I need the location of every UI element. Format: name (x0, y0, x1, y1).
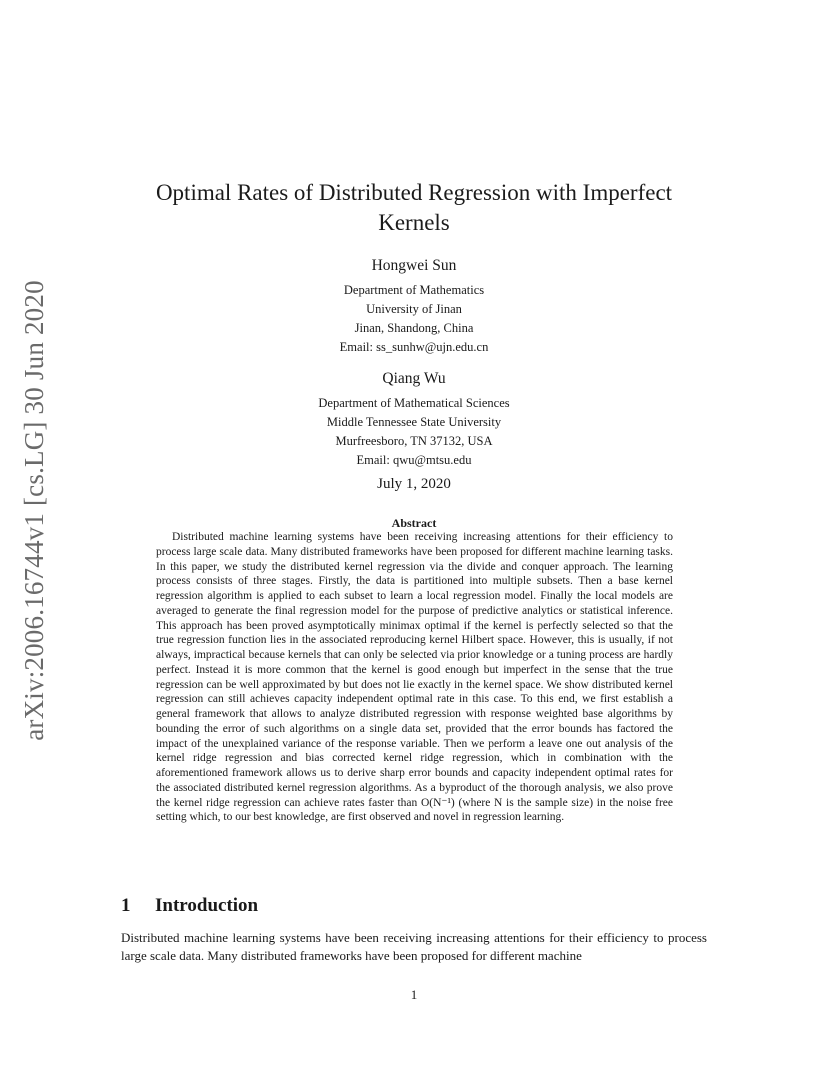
arxiv-stamp-text: arXiv:2006.16744v1 [cs.LG] 30 Jun 2020 (18, 279, 49, 741)
title-line-1: Optimal Rates of Distributed Regression with Imperfect (155, 180, 673, 205)
arxiv-stamp (12, 279, 56, 741)
author-location: Murfreesboro, TN 37132, USA (335, 434, 493, 448)
section-heading (121, 895, 258, 917)
introduction-text: Distributed machine learning systems have been receiving increasing attentions for their efficiency to process large scale data. Many distributed frameworks have been proposed for different machine (121, 930, 707, 963)
author-department: Department of Mathematics (343, 283, 485, 297)
author-block-1 (200, 256, 628, 357)
author-block-2 (200, 369, 628, 470)
author-name: Qiang Wu (382, 370, 446, 387)
section-number: 1 (121, 895, 131, 916)
author-email: Email: qwu@mtsu.edu (356, 453, 472, 467)
title-line-2: Kernels (378, 210, 450, 235)
author-institution: Middle Tennessee State University (326, 415, 502, 429)
section-title: Introduction (155, 895, 259, 916)
author-email: Email: ss_sunhw@ujn.edu.cn (339, 340, 489, 354)
paper-title (120, 178, 708, 238)
author-name: Hongwei Sun (371, 257, 457, 274)
page-number: 1 (410, 987, 418, 1002)
author-department: Department of Mathematical Sciences (318, 396, 510, 410)
abstract-text: Distributed machine learning systems have been receiving increasing attentions for their efficiency to process large scale data. Many distributed frameworks have been proposed for different machine learning tasks. In this paper, we study the distributed kernel regression via the divide and conquer approach. The learning process consists of three stages. Firstly, the data is partitioned into multiple subsets. Then a base kernel regression algorithm is applied to each subset to learn a local regression model. Finally the local models are averaged to generate the final regression model for the purpose of predictive analytics or statistical inference. This approach has been proved asymptotically minimax optimal if the kernel is perfectly selected so that the true regression function lies in the associated reproducing kernel Hilbert space. However, this is usually, if not always, impractical because kernels that can only be selected via prior knowledge or a tuning process are hardly perfect. Instead it is more common that the kernel is good enough but imperfect in the sense that the true regression can be well approximated by but does not lie exactly in the kernel space. We show distributed kernel regression can still achieves capacity independent optimal rate in this case. To this end, we first establish a general framework that allows to analyze distributed regression with response weighted base algorithms by bounding the error of such algorithms on a single data set, provided that the error bounds has factored the impact of the unexplained variance of the response variable. Then we perform a leave one out analysis of the kernel ridge regression and bias corrected kernel ridge regression, which in combination with the aforementioned framework allows us to derive sharp error bounds and capacity independent optimal rates for the associated distributed kernel regression algorithms. As a byproduct of the thorough analysis, we also prove the kernel ridge regression can achieve rates faster than O(N⁻¹) (where N is the sample size) in the noise free setting which, to our best knowledge, are first observed and novel in regression learning. (156, 531, 673, 824)
author-location: Jinan, Shandong, China (354, 321, 474, 335)
author-institution: University of Jinan (366, 302, 462, 316)
abstract-heading: Abstract (391, 516, 437, 530)
paper-date: July 1, 2020 (377, 476, 451, 492)
